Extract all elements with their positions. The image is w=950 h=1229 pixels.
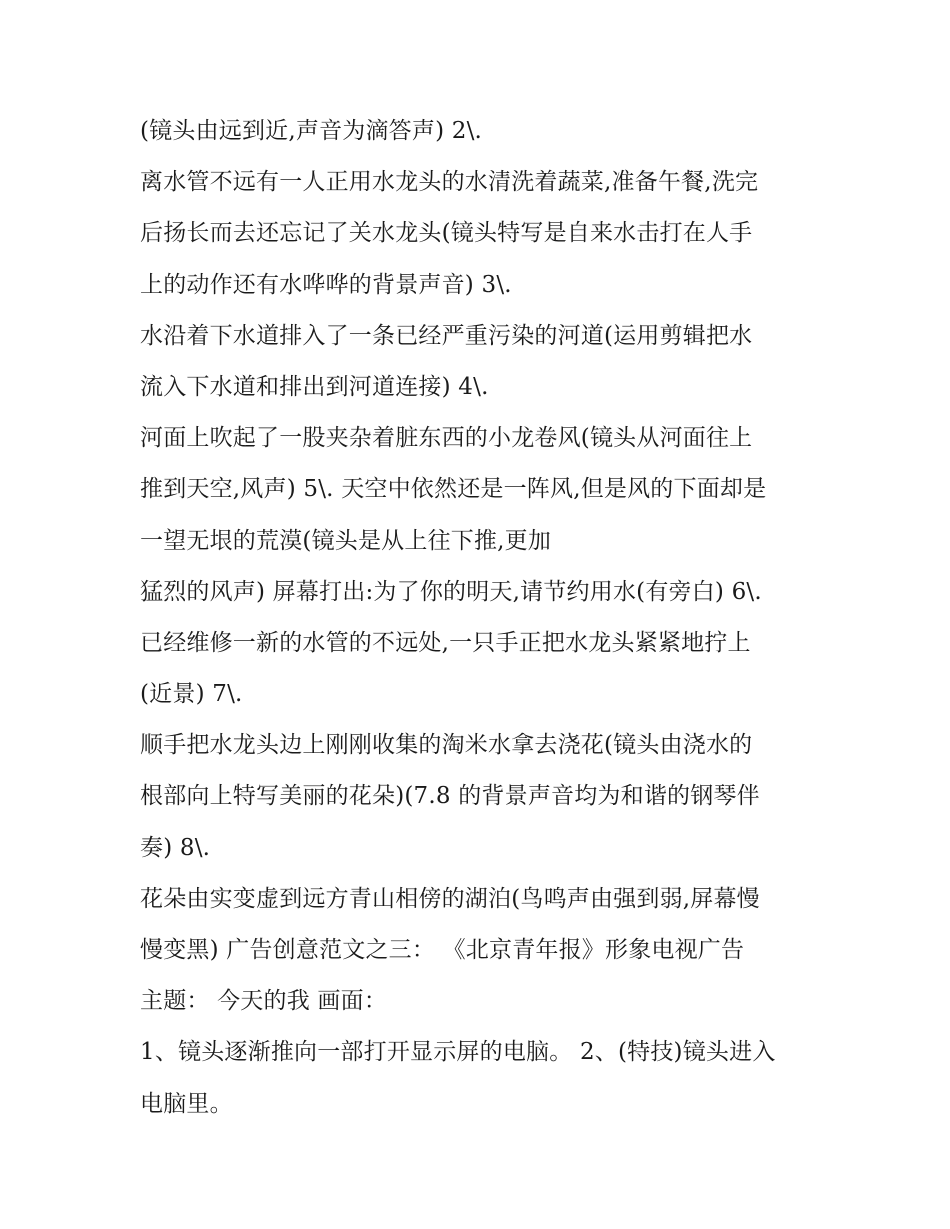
text-line: 推到天空,风声) 5\. 天空中依然还是一阵风,但是风的下面却是 [140, 476, 767, 503]
text-line: 猛烈的风声) 屏幕打出:为了你的明天,请节约用水(有旁白) 6\. [140, 578, 762, 605]
document-body [140, 106, 820, 1130]
text-line: 一望无垠的荒漠(镜头是从上往下推,更加 [140, 527, 552, 554]
text-line: (镜头由远到近,声音为滴答声) 2\. [140, 118, 483, 144]
text-line: 河面上吹起了一股夹杂着脏东西的小龙卷风(镜头从河面往上 [140, 425, 753, 452]
text-line: 慢变黑) 广告创意范文之三： 《北京青年报》形象电视广告 [140, 937, 745, 963]
text-line: 奏) 8\. [140, 834, 211, 861]
text-line: 已经维修一新的水管的不远处,一只手正把水龙头紧紧地拧上 [140, 629, 751, 656]
text-line: 1、镜头逐渐推向一部打开显示屏的电脑。 2、(特技)镜头进入 [140, 1039, 776, 1066]
text-line: (近景) 7\. [140, 681, 243, 708]
text-line: 电脑里。 [140, 1090, 233, 1117]
text-line: 后扬长而去还忘记了关水龙头(镜头特写是自来水击打在人手 [140, 220, 753, 247]
text-line: 顺手把水龙头边上刚刚收集的淘米水拿去浇花(镜头由浇水的 [140, 732, 753, 759]
text-line: 水沿着下水道排入了一条已经严重污染的河道(运用剪辑把水 [140, 322, 753, 349]
text-line: 根部向上特写美丽的花朵)(7.8 的背景声音均为和谐的钢琴伴 [140, 783, 760, 810]
text-line: 花朵由实变虚到远方青山相傍的湖泊(鸟鸣声由强到弱,屏幕慢 [140, 885, 760, 912]
text-line: 上的动作还有水哗哗的背景声音) 3\. [140, 271, 512, 298]
text-line: 流入下水道和排出到河道连接) 4\. [140, 373, 489, 400]
text-line: 离水管不远有一人正用水龙头的水清洗着蔬菜,准备午餐,洗完 [140, 169, 759, 196]
text-line: 主题： 今天的我 画面： [140, 988, 388, 1015]
